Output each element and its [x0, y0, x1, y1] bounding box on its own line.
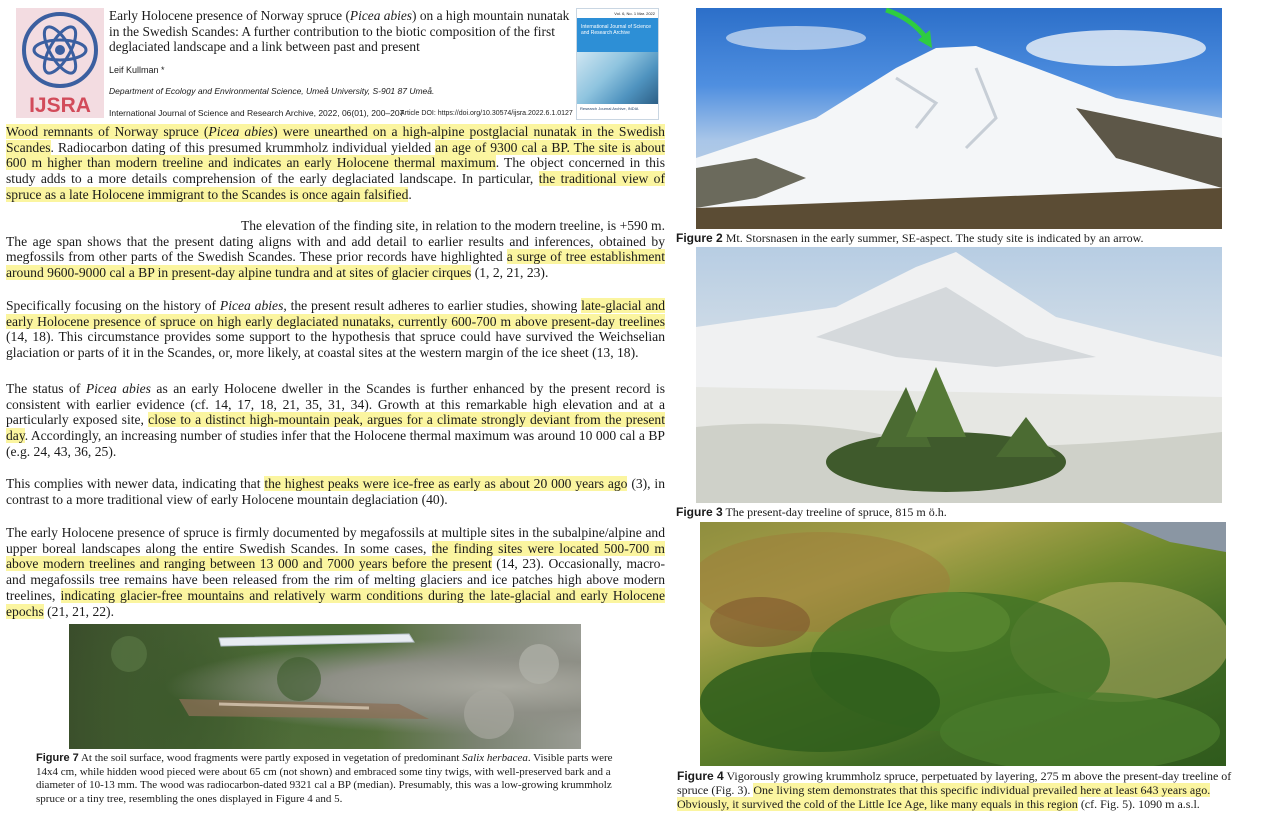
- figure3-photo: [696, 247, 1222, 503]
- cover-image: [577, 52, 658, 104]
- abstract-paragraph: Wood remnants of Norway spruce (Picea abies) were unearthed on a high-alpine postglacial nunatak in the Swedish Scandes. Radiocarbon dating of this presumed krummholz individual yielded an age of 9300 cal a BP. The site is about 600 m higher than modern treeline and indicates an early Holocene thermal maximum. The object concerned in this study adds to a more details comprehension of the early deglaciated landscape. In particular, the traditional view of spruce as a late Holocene immigrant to the Scandes is once again falsified.: [6, 124, 666, 202]
- cover-top: Vol. 6, No. 1 Mar. 2022: [614, 11, 655, 16]
- paragraph-history: Specifically focusing on the history of Picea abies, the present result adheres to earlier studies, showing late-glacial and early Holocene presence of spruce on high early deglaciated nunataks, currently 600-700 m above present-day treelines (14, 18). This circumstance provides some support to the hypothesis that spruce could have survived the Weichselian glaciation or parts of it in the Scandes, or, more likely, at coastal sites at the western margin of the ice sheet (13, 18).: [6, 298, 665, 361]
- krummholz-drawing: [700, 522, 1226, 766]
- paragraph-newer-data: This complies with newer data, indicating that the highest peaks were ice-free as early as about 20 000 years ago (3), in contrast to a more traditional view of early Holocene mountain deglaciation (40).: [6, 476, 665, 507]
- cover-footer: Research Journal Archive, INDIA: [580, 106, 639, 111]
- atom-icon: [16, 8, 104, 96]
- paragraph-status: The status of Picea abies as an early Holocene dweller in the Scandes is further enhanced by the present record is consistent with earlier evidence (cf. 14, 17, 18, 21, 35, 31, 34). Growth at this remarkable high elevation and at a particularly exposed site, close to a distinct high-mountain peak, argues for a climate strongly deviant from the present day. Accordingly, an increasing number of studies infer that the Holocene thermal maximum was around 10 000 cal a BP (e.g. 24, 43, 36, 25).: [6, 381, 665, 459]
- figure4-caption: Figure 4 Vigorously growing krummholz spruce, perpetuated by layering, 275 m above the present-day treeline of spruce (Fig. 3). One living stem demonstrates that this specific individual prevailed here at least 643 years ago. Obviously, it survived the cold of the Little Ice Age, like many equals in this region (cf. Fig. 5). 1090 m a.s.l.: [677, 769, 1232, 811]
- figure2-caption: Figure 2 Mt. Storsnasen in the early summer, SE-aspect. The study site is indicated by an arrow.: [676, 231, 1144, 245]
- article-title: Early Holocene presence of Norway spruce (Picea abies) on a high mountain nunatak in the Swedish Scandes: A further contribution to the biotic composition of the first deglaciated landscape and a link between past and present: [109, 8, 570, 55]
- figure7-caption: Figure 7 At the soil surface, wood fragments were partly exposed in vegetation of predominant Salix herbacea. Visible parts were 14x4 cm, while hidden wood pieced were about 65 cm (not shown) and embraced some tiny twigs, with well-preserved bark and a diameter of 10-13 mm. The wood was radiocarbon-dated 9321 cal a BP (median). Presumably, this was a low-growing krummholz spruce or a tiny tree, resembling the ones displayed in Figure 4 and 5.: [36, 752, 613, 806]
- figure7-photo: [69, 624, 581, 749]
- author: Leif Kullman *: [109, 65, 165, 75]
- journal-abbrev: IJSRA: [29, 94, 91, 117]
- paragraph-documentation: The early Holocene presence of spruce is firmly documented by megafossils at multiple sites in the subalpine/alpine and upper boreal landscapes along the entire Swedish Scandes. In some cases, the finding sites were located 500-700 m above modern treelines and ranging between 13 000 and 7000 years before the present (14, 23). Occasionally, macro- and megafossils tree remains have been released from the rim of melting glaciers and ice patches high above modern treelines, indicating glacier-free mountains and relatively warm conditions during the late-glacial and early Holocene epochs (21, 21, 22).: [6, 525, 665, 619]
- wood-fragment-drawing: [69, 624, 581, 749]
- green-arrow-icon: [886, 10, 932, 48]
- figure3-caption: Figure 3 The present-day treeline of spruce, 815 m ö.h.: [676, 505, 947, 519]
- affiliation: Department of Ecology and Environmental Science, Umeå University, S-901 87 Umeå.: [109, 86, 435, 96]
- mountain-drawing: [696, 8, 1222, 229]
- citation: International Journal of Science and Research Archive, 2022, 06(01), 200–207: [109, 108, 405, 118]
- figure2-photo: [696, 8, 1222, 229]
- cover-title: International Journal of Science and Research Archive: [577, 18, 658, 52]
- journal-logo: [16, 8, 104, 118]
- journal-cover: [576, 8, 659, 120]
- figure4-photo: [700, 522, 1226, 766]
- treeline-drawing: [696, 247, 1222, 503]
- doi-link[interactable]: Article DOI: https://doi.org/10.30574/ijsra.2022.6.1.0127: [400, 110, 573, 117]
- paragraph-elevation: The elevation of the finding site, in relation to the modern treeline, is +590 m. The age span shows that the present dating aligns with and add detail to earlier results and inferences, obtained by megfossils from other parts of the Swedish Scandes. These prior records have highlighted a surge of tree establishment around 9600-9000 cal a BP in present-day alpine tundra and at sites of glacier cirques (1, 2, 21, 23).: [6, 218, 665, 281]
